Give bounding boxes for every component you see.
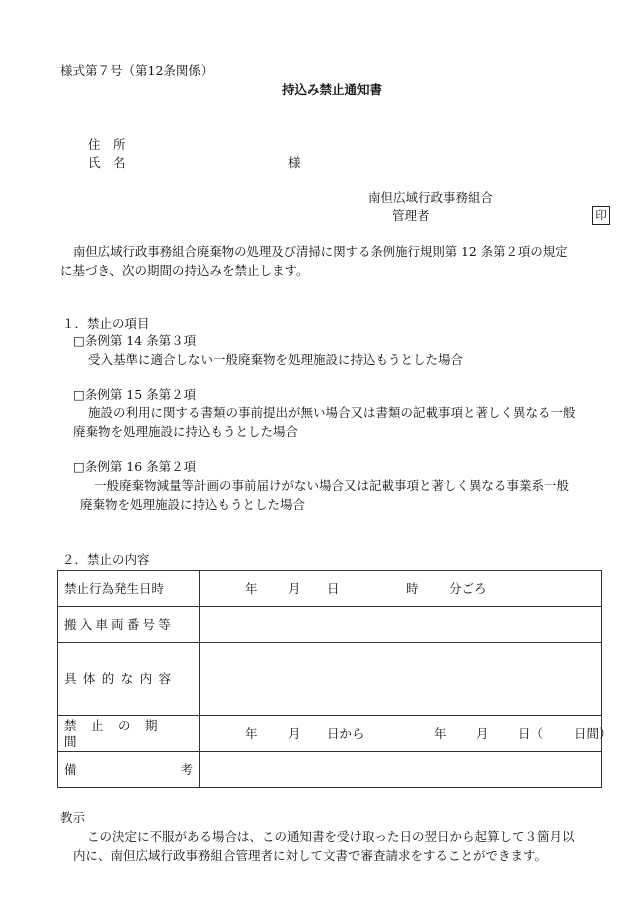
section1-heading: １．禁止の項目 [62, 316, 150, 331]
remarks-label: 備 考 [58, 752, 200, 788]
item-2-article: 条例第 15 条第２項 [84, 387, 197, 402]
item-1-text: 受入基準に適合しない一般廃棄物を処理施設に持込もうとした場合 [88, 352, 464, 367]
item-1-article: 条例第 14 条第３項 [84, 333, 197, 348]
seal-mark: 印 [592, 206, 610, 225]
item-2-text-1: 施設の利用に関する書類の事前提出が無い場合又は書類の記載事項と著しく異なる一般 [88, 405, 576, 420]
item-1-header [73, 333, 196, 349]
form-number: 様式第７号（第12条関係） [60, 63, 214, 78]
item-2-text-2: 廃棄物を処理施設に持込もうとした場合 [73, 424, 299, 439]
item-3-header [73, 459, 196, 475]
vehicle-label: 搬入車両番号等 [58, 607, 200, 643]
table-row [58, 607, 602, 643]
name-label: 氏 名 [88, 155, 126, 170]
intro-line-2: に基づき、次の期間の持込みを禁止します。 [60, 263, 309, 278]
checkbox-icon[interactable]: □ [73, 333, 85, 348]
table-row [58, 716, 602, 752]
intro-line-1: 南但広域行政事務組合廃棄物の処理及び清掃に関する条例施行規則第 12 条第２項の規定 [73, 244, 568, 259]
occurrence-value[interactable]: 年 月 日 時 分ごろ [200, 571, 602, 607]
document-title: 持込み禁止通知書 [282, 82, 383, 97]
details-label: 具体的な内容 [58, 643, 200, 716]
occurrence-label [58, 571, 200, 607]
checkbox-icon[interactable]: □ [73, 387, 85, 402]
section2-heading: ２．禁止の内容 [62, 552, 150, 567]
item-3-text-1: 一般廃棄物減量等計画の事前届けがない場合又は記載事項と著しく異なる事業系一般 [94, 478, 570, 493]
occurrence-label-text: 禁止行為発生日時 [64, 580, 165, 596]
notice-line-2: 内に、南但広域行政事務組合管理者に対して文書で審査請求をすることができます。 [73, 848, 548, 863]
table-row [58, 571, 602, 607]
details-value[interactable] [200, 643, 602, 716]
vehicle-value[interactable] [200, 607, 602, 643]
table-row [58, 643, 602, 716]
honorific: 様 [288, 155, 301, 170]
issuer-organization: 南但広域行政事務組合 [368, 190, 494, 205]
item-3-article: 条例第 16 条第２項 [84, 459, 197, 474]
issuer-position: 管理者 [392, 208, 430, 223]
prohibition-table [57, 570, 612, 788]
item-3-text-2: 廃棄物を処理施設に持込もうとした場合 [80, 497, 306, 512]
table-row [58, 752, 602, 788]
notice-heading: 教示 [60, 810, 86, 825]
period-value[interactable]: 年 月 日から 年 月 日（ 日間） [200, 716, 602, 752]
period-label: 禁止の期間 [58, 716, 200, 752]
remarks-value[interactable] [200, 752, 602, 788]
notice-line-1: この決定に不服がある場合は、この通知書を受け取った日の翌日から起算して３箇月以 [87, 829, 575, 844]
checkbox-icon[interactable]: □ [73, 459, 85, 474]
item-2-header [73, 387, 196, 403]
address-label: 住 所 [88, 137, 126, 152]
